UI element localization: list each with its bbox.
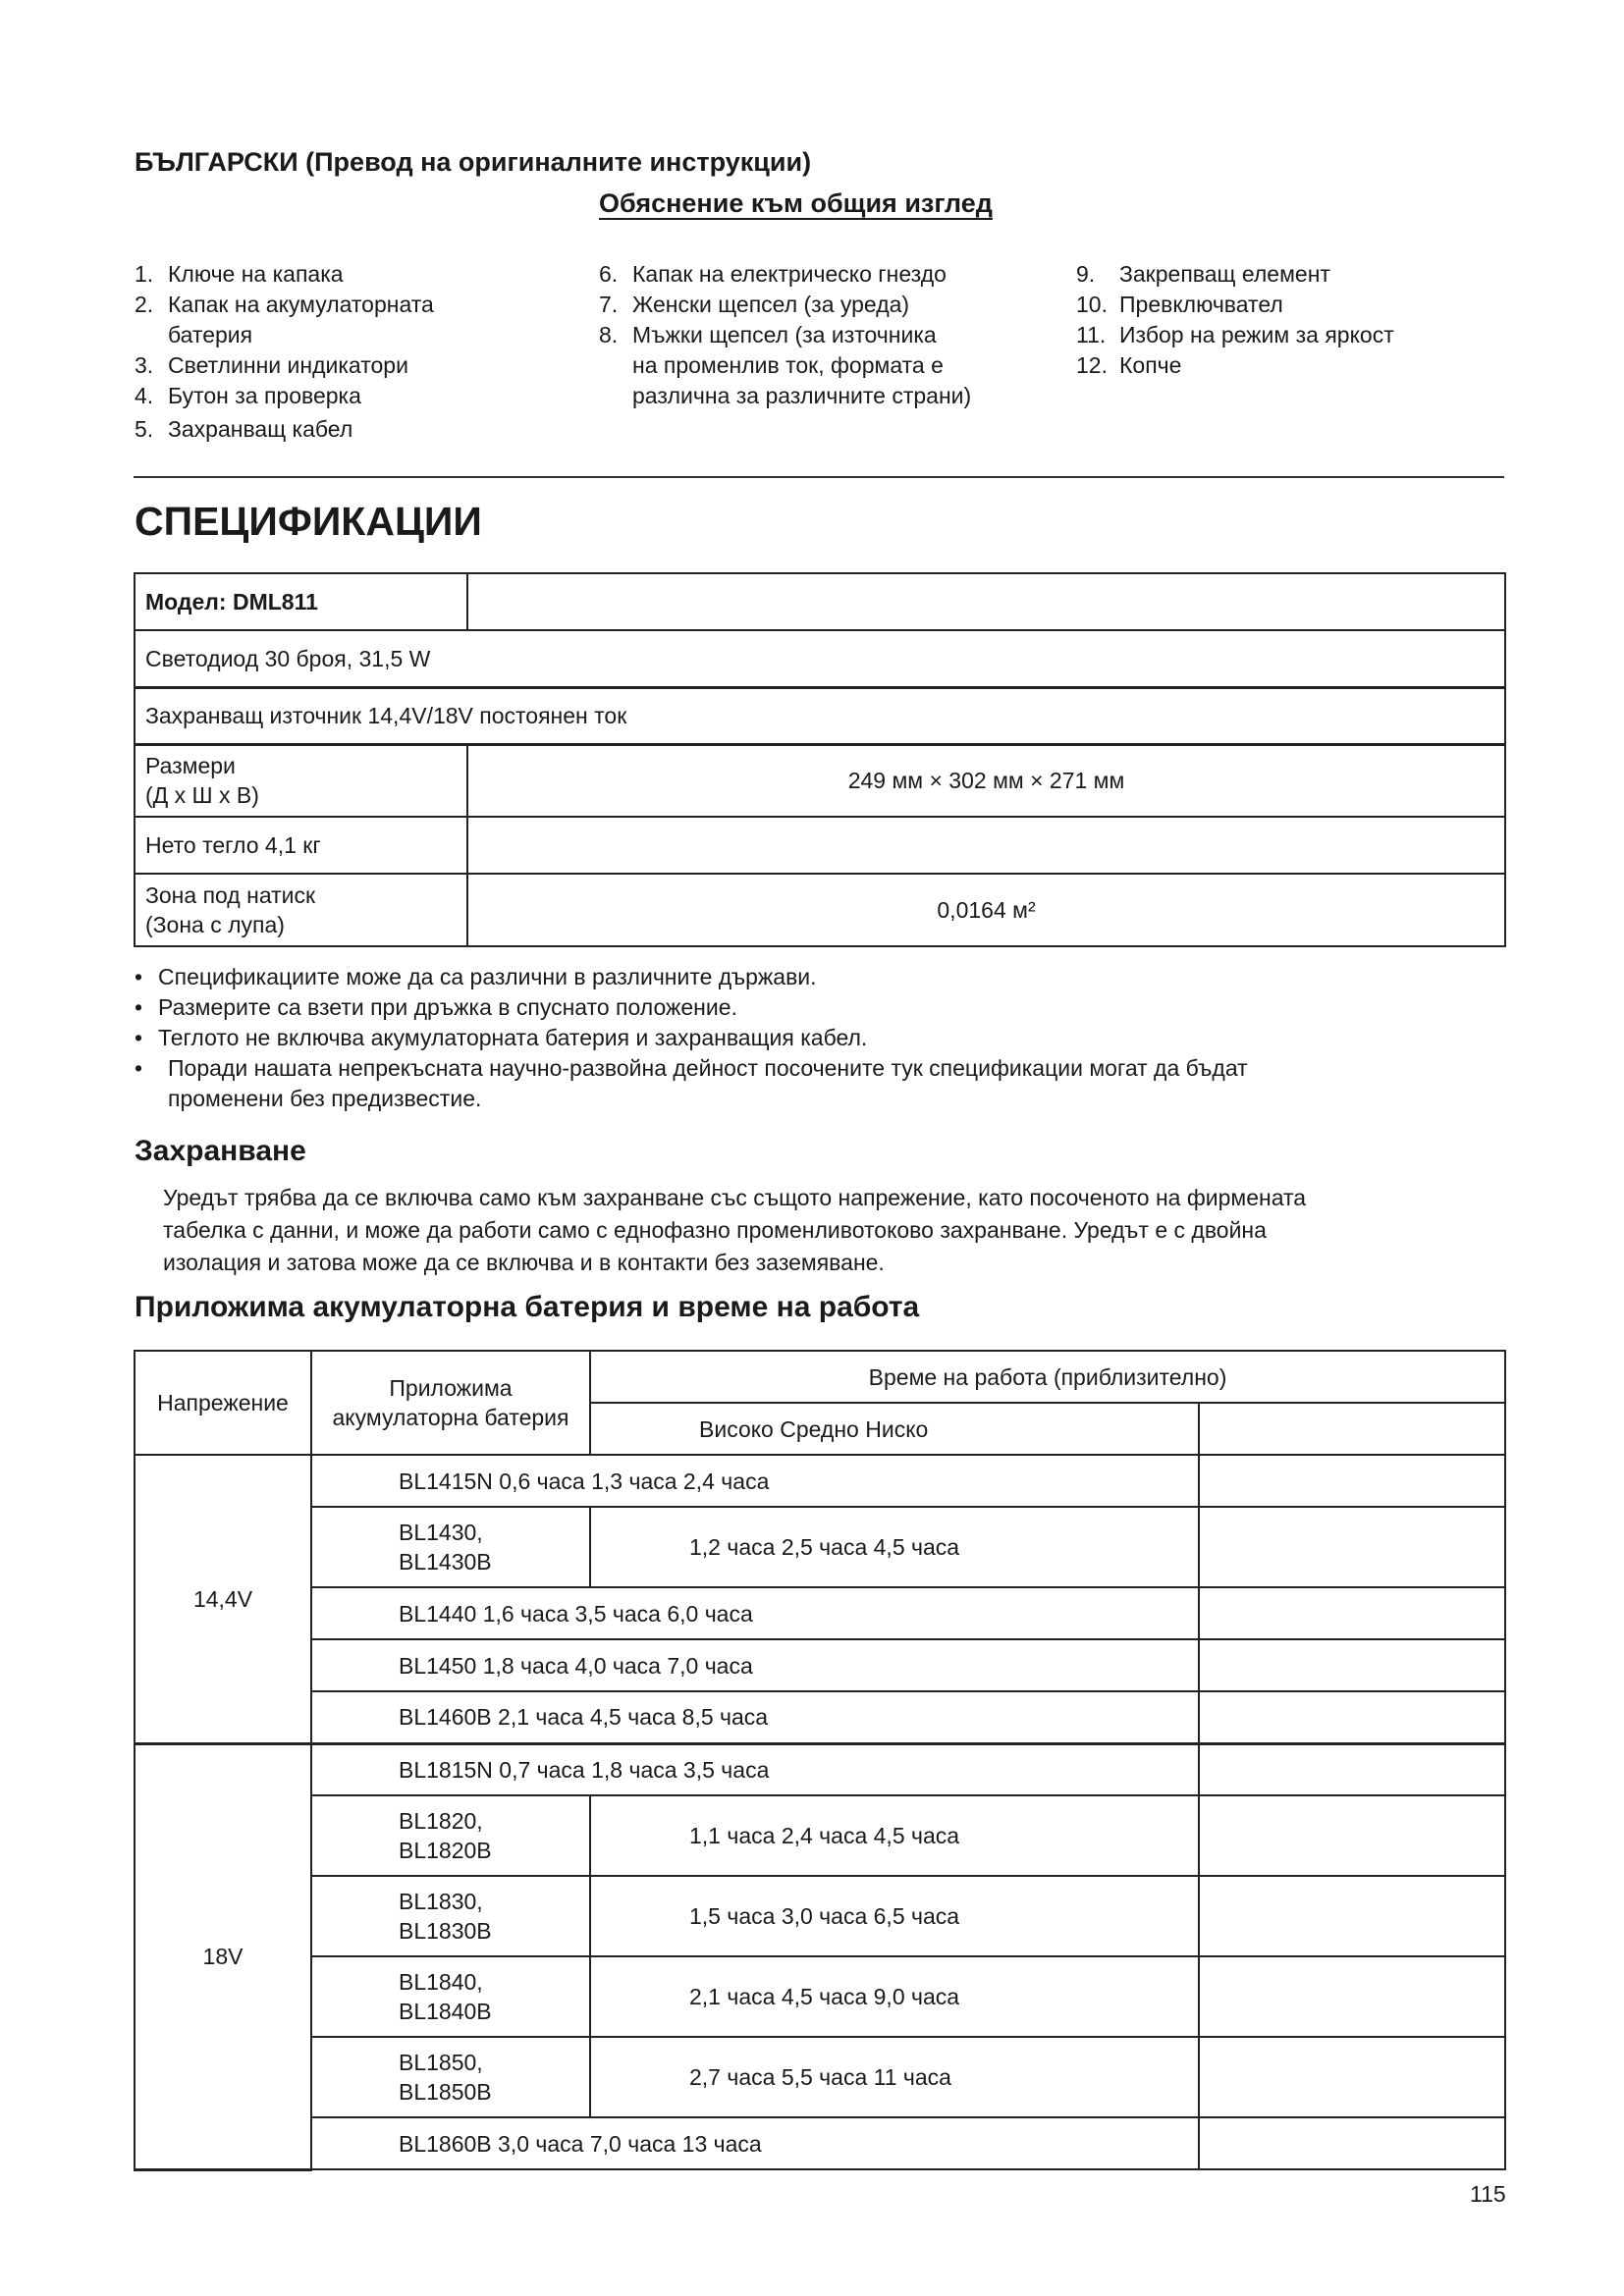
part-number: 11. xyxy=(1076,322,1107,347)
part-item xyxy=(135,290,434,350)
part-number: 8. xyxy=(599,322,619,347)
spec-label: Размери (Д x Ш x В) xyxy=(135,744,467,817)
battery-model: BL1830, BL1830B xyxy=(311,1876,590,1956)
power-title: Захранване xyxy=(135,1135,306,1167)
battery-row-text: BL1815N 0,7 часа 1,8 часа 3,5 часа xyxy=(311,1743,1199,1795)
specs-notes xyxy=(135,962,1489,1114)
language-heading xyxy=(135,147,811,178)
battery-voltage: 14,4V xyxy=(135,1455,311,1743)
battery-empty-cell xyxy=(1199,1639,1505,1691)
spec-row xyxy=(135,630,1505,687)
spec-label: Светодиод 30 броя, 31,5 W xyxy=(135,630,1505,687)
parts-list-column-1 xyxy=(135,259,434,445)
battery-empty-cell xyxy=(1199,2117,1505,2169)
language-note: (Превод на оригиналните инструкции) xyxy=(305,147,812,177)
part-label: Ключе на капака xyxy=(168,261,344,287)
bullet-icon: • xyxy=(135,964,143,989)
bullet-icon: • xyxy=(135,994,143,1020)
parts-list-column-3 xyxy=(1076,259,1394,381)
spec-note-text: Теглото не включва акумулаторната батерия и захранващия кабел. xyxy=(158,1025,868,1050)
part-item xyxy=(1076,259,1394,290)
part-number: 7. xyxy=(599,292,619,317)
battery-voltage: 18V xyxy=(135,1743,311,2169)
part-label: Захранващ кабел xyxy=(168,416,353,442)
battery-row-text: BL1460B 2,1 часа 4,5 часа 8,5 часа xyxy=(311,1691,1199,1743)
part-label: Бутон за проверка xyxy=(168,383,361,408)
spec-label: Модел: DML811 xyxy=(135,573,467,630)
battery-table xyxy=(134,1350,1506,2171)
part-number: 1. xyxy=(135,261,154,287)
battery-row xyxy=(135,1876,1505,1956)
overview-title: Обяснение към общия изглед xyxy=(599,188,993,218)
battery-row xyxy=(135,1743,1505,1795)
part-label: Капак на акумулаторната батерия xyxy=(168,292,434,347)
battery-row xyxy=(135,1956,1505,2037)
battery-row xyxy=(135,1455,1505,1507)
language-label: БЪЛГАРСКИ xyxy=(135,147,298,177)
spec-note xyxy=(135,992,1489,1023)
battery-title: Приложима акумулаторна батерия и време на работа xyxy=(135,1291,920,1323)
battery-row-text: BL1450 1,8 часа 4,0 часа 7,0 часа xyxy=(311,1639,1199,1691)
battery-row xyxy=(135,2117,1505,2169)
part-number: 12. xyxy=(1076,352,1108,378)
parts-list-column-2 xyxy=(599,259,971,411)
battery-model: BL1840, BL1840B xyxy=(311,1956,590,2037)
spec-note-text: Размерите са взети при дръжка в спуснато положение. xyxy=(158,994,737,1020)
part-item xyxy=(599,290,971,320)
spec-note-text: Поради нашата непрекъсната научно-развойна дейност посочените тук спецификации могат да бъдат променени без предизвестие. xyxy=(168,1055,1248,1111)
spec-row xyxy=(135,817,1505,874)
part-item xyxy=(1076,350,1394,381)
battery-row xyxy=(135,2037,1505,2117)
part-number: 2. xyxy=(135,292,154,317)
part-label: Женски щепсел (за уреда) xyxy=(632,292,910,317)
spec-label: Захранващ източник 14,4V/18V постоянен ток xyxy=(135,687,1505,744)
specs-title: СПЕЦИФИКАЦИИ xyxy=(135,499,482,544)
header-voltage: Напрежение xyxy=(135,1351,311,1455)
spec-note xyxy=(135,1053,1489,1114)
part-item xyxy=(135,381,434,411)
part-label: Превключвател xyxy=(1119,292,1283,317)
part-number: 9. xyxy=(1076,261,1096,287)
battery-row-text: BL1440 1,6 часа 3,5 часа 6,0 часа xyxy=(311,1587,1199,1639)
power-text: Уредът трябва да се включва само към захранване със същото напрежение, като посоченото на фирмената табелка с данни, и може да работи само с еднофазно променливотоково захранване. Уредът е с двойна изолация и затова може да се включва и в контакти без заземяване. xyxy=(163,1185,1307,1275)
part-number: 10. xyxy=(1076,292,1108,317)
part-item xyxy=(135,414,434,445)
battery-model: BL1850, BL1850B xyxy=(311,2037,590,2117)
spec-value: 249 мм × 302 мм × 271 мм xyxy=(467,744,1505,817)
part-label: Копче xyxy=(1119,352,1182,378)
page-number: 115 xyxy=(1470,2181,1506,2207)
battery-empty-cell xyxy=(1199,2037,1505,2117)
part-number: 4. xyxy=(135,383,154,408)
part-number: 3. xyxy=(135,352,154,378)
battery-empty-cell xyxy=(1199,1743,1505,1795)
battery-row-text: BL1415N 0,6 часа 1,3 часа 2,4 часа xyxy=(311,1455,1199,1507)
battery-empty-cell xyxy=(1199,1795,1505,1876)
battery-row xyxy=(135,1639,1505,1691)
battery-times: 2,1 часа 4,5 часа 9,0 часа xyxy=(590,1956,1199,2037)
battery-row xyxy=(135,1507,1505,1587)
spec-value xyxy=(467,573,1505,630)
battery-row xyxy=(135,1587,1505,1639)
header-levels: Високо Средно Ниско xyxy=(590,1403,1199,1455)
part-label: Капак на електрическо гнездо xyxy=(632,261,947,287)
header-battery: Приложима акумулаторна батерия xyxy=(311,1351,590,1455)
battery-times: 2,7 часа 5,5 часа 11 часа xyxy=(590,2037,1199,2117)
part-item xyxy=(1076,290,1394,320)
battery-model: BL1430, BL1430B xyxy=(311,1507,590,1587)
battery-empty-cell xyxy=(1199,1507,1505,1587)
part-item xyxy=(135,259,434,290)
battery-row xyxy=(135,1691,1505,1743)
part-label: Мъжки щепсел (за източника на променлив ток, формата е различна за различните страни) xyxy=(632,322,972,408)
battery-row-text: BL1860B 3,0 часа 7,0 часа 13 часа xyxy=(311,2117,1199,2169)
battery-row xyxy=(135,1795,1505,1876)
header-runtime: Време на работа (приблизително) xyxy=(590,1351,1505,1403)
part-label: Светлинни индикатори xyxy=(168,352,408,378)
battery-empty-cell xyxy=(1199,1455,1505,1507)
spec-label: Нето тегло 4,1 кг xyxy=(135,817,467,874)
battery-times: 1,1 часа 2,4 часа 4,5 часа xyxy=(590,1795,1199,1876)
part-number: 6. xyxy=(599,261,619,287)
battery-empty-cell xyxy=(1199,1956,1505,2037)
battery-empty-cell xyxy=(1199,1876,1505,1956)
spec-value: 0,0164 м² xyxy=(467,874,1505,946)
battery-times: 1,5 часа 3,0 часа 6,5 часа xyxy=(590,1876,1199,1956)
battery-empty-cell xyxy=(1199,1587,1505,1639)
spec-label: Зона под натиск (Зона с лупа) xyxy=(135,874,467,946)
part-label: Избор на режим за яркост xyxy=(1119,322,1394,347)
header-empty-cell xyxy=(1199,1403,1505,1455)
part-label: Закрепващ елемент xyxy=(1119,261,1330,287)
battery-times: 1,2 часа 2,5 часа 4,5 часа xyxy=(590,1507,1199,1587)
spec-row xyxy=(135,573,1505,630)
section-divider xyxy=(134,476,1504,478)
specs-table xyxy=(134,572,1506,947)
spec-note-text: Спецификациите може да са различни в различните държави. xyxy=(158,964,817,989)
part-item xyxy=(599,259,971,290)
spec-row xyxy=(135,744,1505,817)
spec-value xyxy=(467,817,1505,874)
spec-row xyxy=(135,687,1505,744)
part-item xyxy=(135,350,434,381)
part-item xyxy=(1076,320,1394,350)
part-number: 5. xyxy=(135,416,154,442)
part-item xyxy=(599,320,971,411)
spec-note xyxy=(135,1023,1489,1053)
spec-row xyxy=(135,874,1505,946)
battery-model: BL1820, BL1820B xyxy=(311,1795,590,1876)
battery-empty-cell xyxy=(1199,1691,1505,1743)
bullet-icon: • xyxy=(135,1025,143,1050)
bullet-icon: • xyxy=(135,1055,143,1081)
spec-note xyxy=(135,962,1489,992)
